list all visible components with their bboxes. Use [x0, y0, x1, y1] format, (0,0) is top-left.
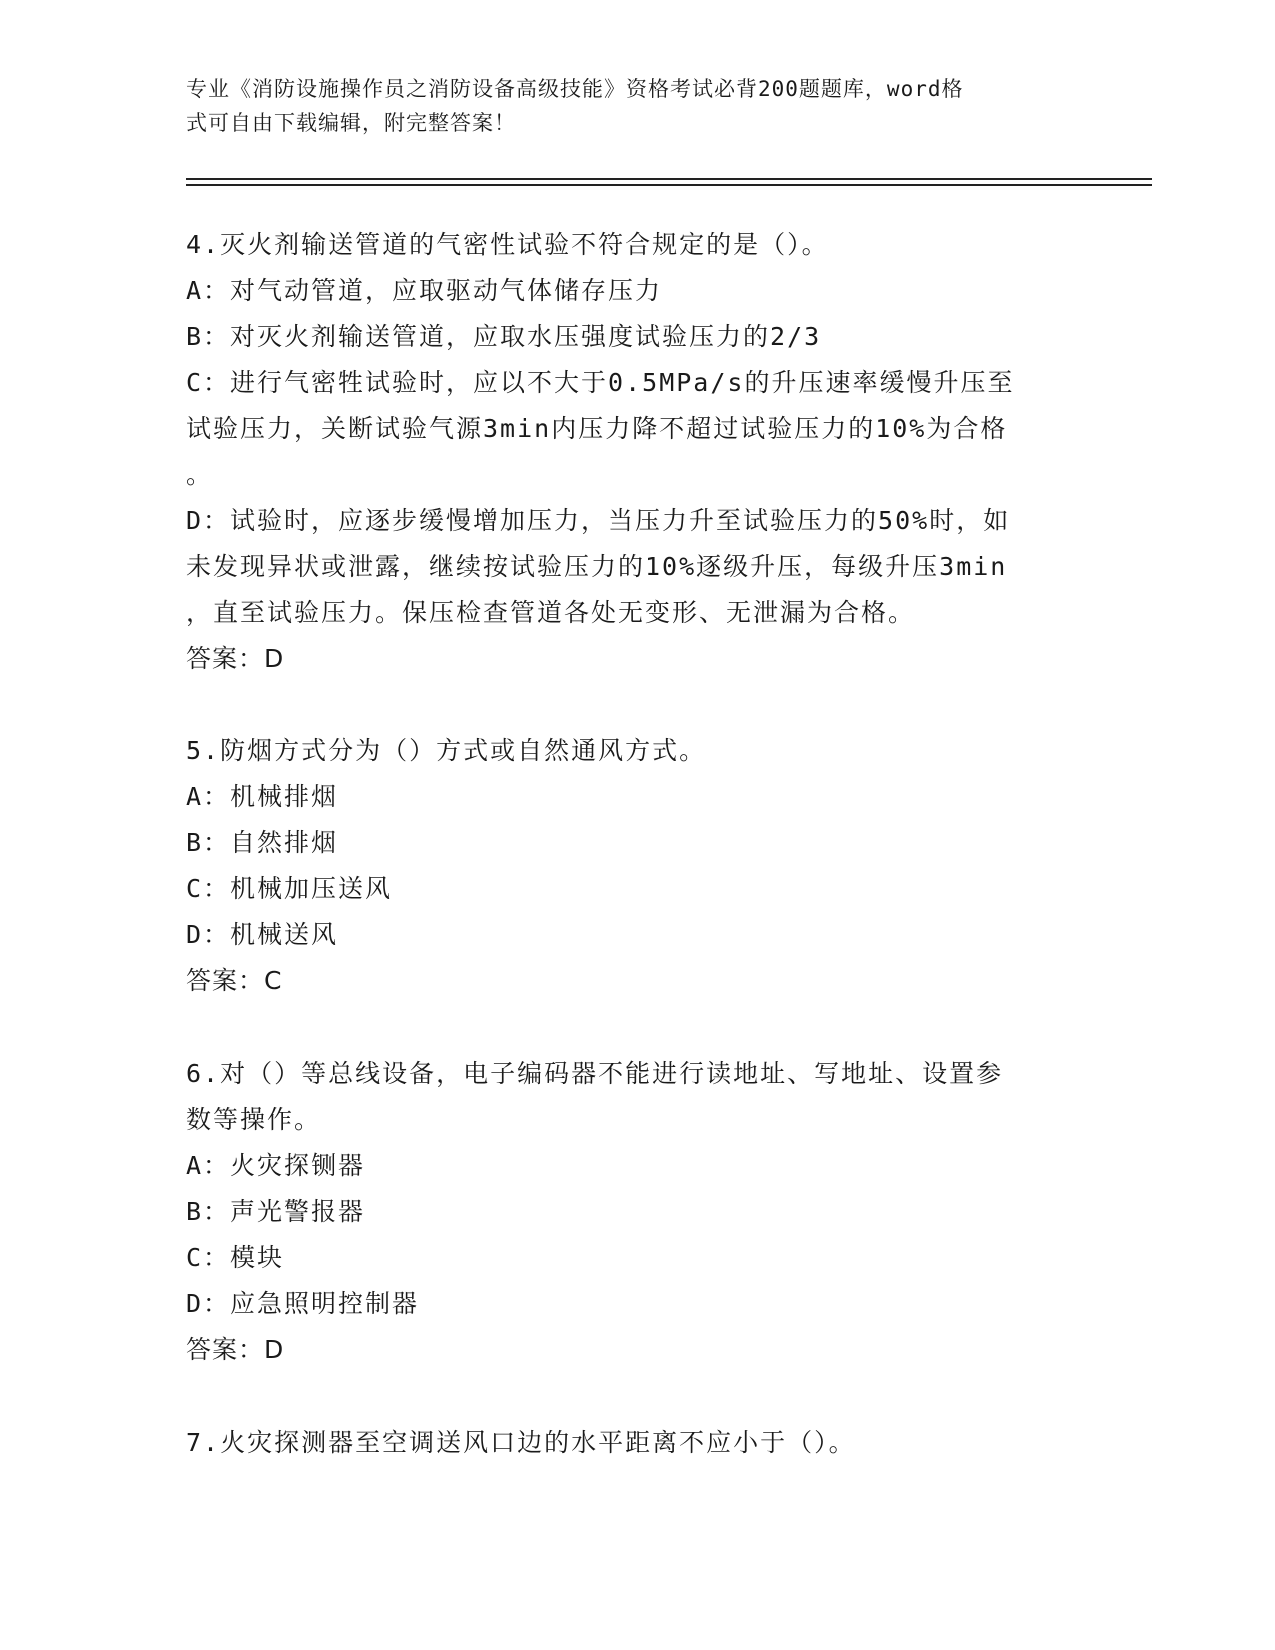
- question-4-option-c-line-2: 试验压力，关断试验气源3min内压力降不超过试验压力的10%为合格: [186, 414, 1008, 443]
- question-6: [186, 1051, 1066, 1373]
- header-rule-top: [186, 178, 1152, 180]
- question-6-option-c: C：模块: [186, 1243, 285, 1272]
- question-4-option-a: A：对气动管道，应取驱动气体储存压力: [186, 276, 663, 305]
- question-5-option-a: A：机械排烟: [186, 782, 339, 811]
- question-4-stem: 4.灭火剂输送管道的气密性试验不符合规定的是（）。: [186, 230, 829, 259]
- question-6-option-b: B：声光警报器: [186, 1197, 366, 1226]
- question-5-option-b: B：自然排烟: [186, 828, 339, 857]
- question-4-option-b: B：对灭火剂输送管道，应取水压强度试验压力的2/3: [186, 322, 822, 351]
- question-5: [186, 728, 1066, 1004]
- question-4-option-c-line-3: 。: [186, 460, 214, 489]
- question-6-option-d: D：应急照明控制器: [186, 1289, 420, 1318]
- question-5-stem: 5.防烟方式分为（）方式或自然通风方式。: [186, 736, 707, 765]
- question-4-option-d-line-2: 未发现异状或泄露，继续按试验压力的10%逐级升压，每级升压3min: [186, 552, 1008, 581]
- question-6-answer: 答案：D: [186, 1335, 285, 1364]
- question-4: [186, 222, 1066, 682]
- header-line-1: 专业《消防设施操作员之消防设备高级技能》资格考试必背200题题库，word格: [186, 77, 964, 101]
- header-line-2: 式可自由下载编辑，附完整答案！: [186, 111, 516, 135]
- document-header: [186, 72, 1066, 140]
- question-4-option-c-line-1: C：进行气密牲试验时，应以不大于0.5MPa/s的升压速率缓慢升压至: [186, 368, 1015, 397]
- question-6-stem-line-2: 数等操作。: [186, 1105, 322, 1134]
- question-7: [186, 1420, 1066, 1466]
- question-4-option-d-line-3: ，直至试验压力。保压检查管道各处无变形、无泄漏为合格。: [186, 598, 916, 627]
- question-4-option-d-line-1: D：试验时，应逐步缓慢增加压力，当压力升至试验压力的50%时，如: [186, 506, 1011, 535]
- question-6-stem-line-1: 6.对（）等总线设备，电子编码器不能进行读地址、写地址、设置参: [186, 1059, 1004, 1088]
- question-4-answer: 答案：D: [186, 644, 285, 673]
- question-6-option-a: A：火灾探铡器: [186, 1151, 366, 1180]
- question-5-answer: 答案：C: [186, 966, 283, 995]
- question-7-stem: 7.火灾探测器至空调送风口边的水平距离不应小于（）。: [186, 1428, 856, 1457]
- question-5-option-c: C：机械加压送风: [186, 874, 393, 903]
- question-5-option-d: D：机械送风: [186, 920, 339, 949]
- header-rule-bottom: [186, 184, 1152, 186]
